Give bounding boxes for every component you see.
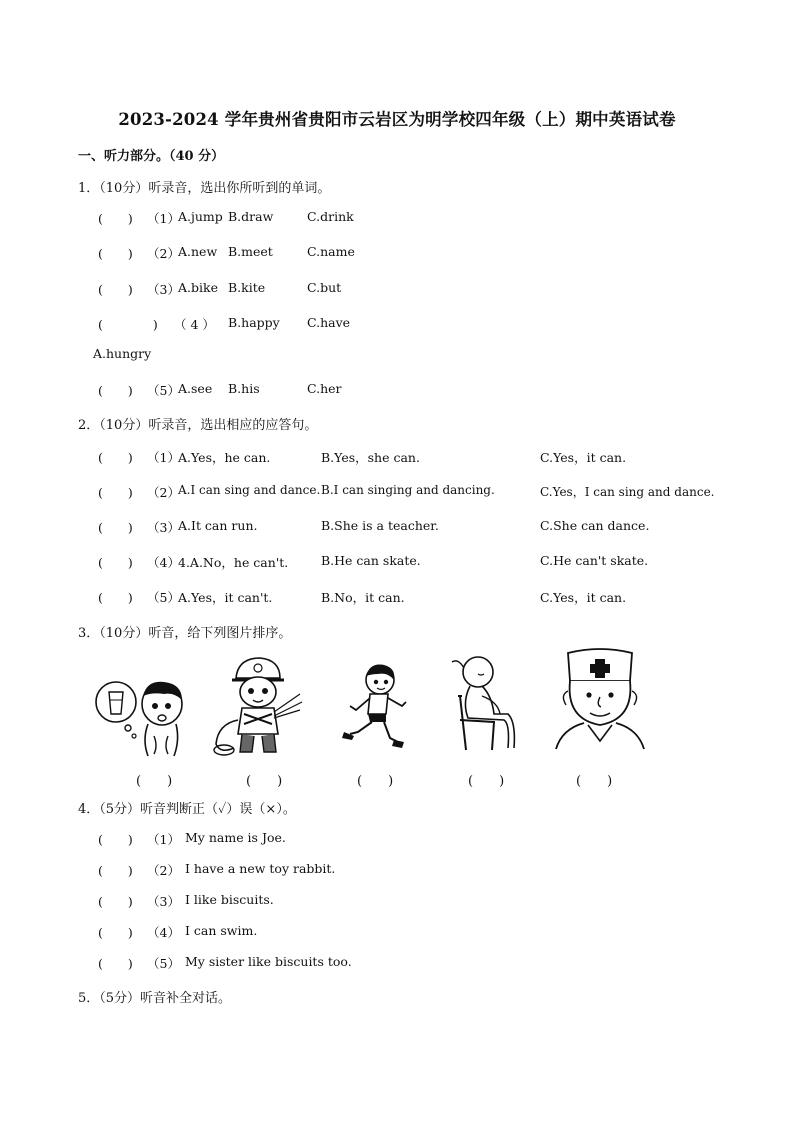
option-c: C.but [307,280,342,295]
option-b: B.I can singing and dancing. [321,483,495,497]
option-b: B.meet [228,244,273,259]
option-c: C.name [307,244,355,259]
answer-blank[interactable]: ( ) [98,246,133,261]
item-number: （3） [147,282,180,297]
statement: My name is Joe. [185,830,286,845]
answer-blank[interactable]: ( ) [98,590,133,605]
item-number: （1） [147,211,180,226]
option-a: 4.A.No，he can't. [178,555,289,570]
item-number: （2） [147,485,180,500]
answer-blank[interactable]: ( ) [98,520,133,535]
item-number: （5） [147,383,180,398]
option-b: B.draw [228,209,274,224]
firefighter-icon [208,654,304,760]
option-b: B.happy [228,315,280,330]
doctor-icon [554,645,646,753]
option-a: A.It can run. [178,518,258,533]
option-a: A.Yes，it can't. [178,590,273,605]
answer-blank[interactable]: ( ) [98,832,133,847]
picture-4-blank[interactable]: ( ) [468,774,505,789]
option-a: A.see [178,381,213,396]
answer-blank[interactable]: ( ) [98,956,133,971]
question-1-stem: 1．（10分）听录音，选出你所听到的单词。 [78,181,331,196]
answer-blank[interactable]: ( ) [98,555,133,570]
item-number: （3） [147,894,180,909]
statement: My sister like biscuits too. [185,954,352,969]
item-number: （3） [147,520,180,535]
answer-blank[interactable]: ( ) [98,383,133,398]
option-c: C.Yes，I can sing and dance. [540,485,715,499]
question-4-stem: 4．（5分）听音判断正（✓）误（×）。 [78,802,296,817]
question-3-stem: 3．（10分）听音，给下列图片排序。 [78,626,292,641]
answer-blank[interactable]: ( ) [98,211,133,226]
item-number: （2） [147,863,180,878]
option-b: B.his [228,381,260,396]
picture-5-blank[interactable]: ( ) [576,774,613,789]
section-heading: 一、听力部分。（40 分） [78,149,225,164]
option-a: A.new [178,244,218,259]
thirsty-boy-icon [92,670,188,760]
statement: I can swim. [185,923,258,938]
answer-blank[interactable]: ( ) [98,282,133,297]
answer-blank[interactable]: ( ) [98,317,158,332]
option-c: C.have [307,315,351,330]
answer-blank[interactable]: ( ) [98,485,133,500]
answer-blank[interactable]: ( ) [98,450,133,465]
item-number: （4） [147,555,180,570]
option-c: C.her [307,381,342,396]
option-c: C.He can't skate. [540,553,649,568]
item-number: （5） [147,590,180,605]
option-c: C.Yes，it can. [540,450,627,465]
question-5-stem: 5．（5分）听音补全对话。 [78,991,232,1006]
option-a: A.I can sing and dance. [178,483,321,497]
statement: I have a new toy rabbit. [185,861,336,876]
item-number: （2） [147,246,180,261]
sitting-person-icon [448,652,528,752]
picture-2-blank[interactable]: ( ) [246,774,283,789]
option-a: A.bike [178,280,218,295]
option-c: C.Yes，it can. [540,590,627,605]
option-c: C.drink [307,209,354,224]
running-boy-icon [340,662,410,750]
option-b: B.Yes，she can. [321,450,420,465]
item-number: （5） [147,956,180,971]
option-c: C.She can dance. [540,518,650,533]
answer-blank[interactable]: ( ) [98,894,133,909]
item-number: （4） [147,925,180,940]
answer-blank[interactable]: ( ) [98,863,133,878]
option-a: A.Yes，he can. [178,450,271,465]
option-b: B.He can skate. [321,553,421,568]
item-number: （ 4 ） [174,317,215,332]
picture-3-blank[interactable]: ( ) [357,774,394,789]
question-2-stem: 2．（10分）听录音，选出相应的应答句。 [78,418,318,433]
statement: I like biscuits. [185,892,274,907]
option-b: B.kite [228,280,266,295]
option-b: B.She is a teacher. [321,518,439,533]
option-a: A.hungry [93,346,152,361]
option-a: A.jump [178,209,223,224]
answer-blank[interactable]: ( ) [98,925,133,940]
page-title: 2023-2024 学年贵州省贵阳市云岩区为明学校四年级（上）期中英语试卷 [118,110,676,129]
item-number: （1） [147,450,180,465]
option-b: B.No，it can. [321,590,405,605]
item-number: （1） [147,832,180,847]
picture-1-blank[interactable]: ( ) [136,774,173,789]
